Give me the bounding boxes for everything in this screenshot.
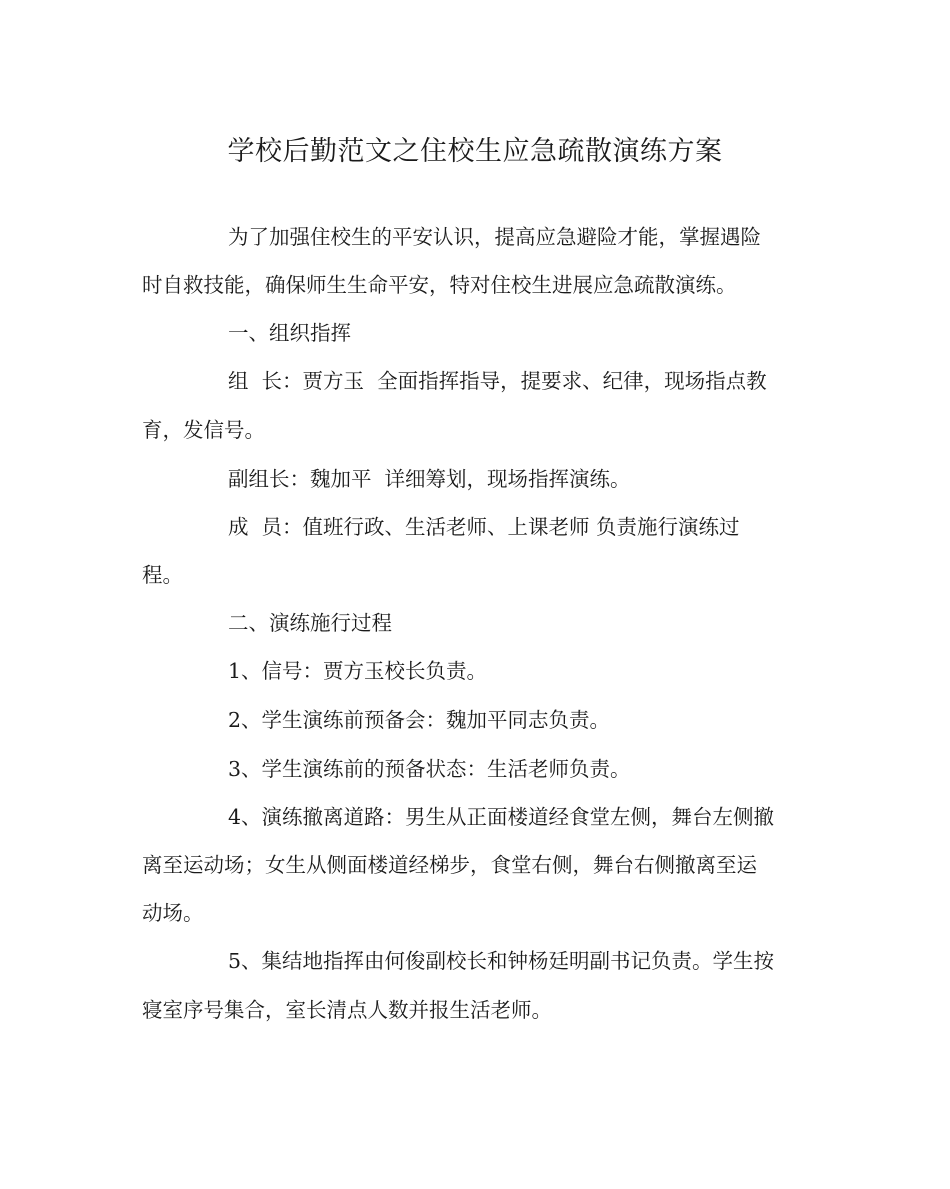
item-2: 2、学生演练前预备会：魏加平同志负责。	[228, 708, 611, 732]
intro-line-1: 为了加强住校生的平安认识，提高应急避险才能，掌握遇险	[228, 225, 761, 249]
members-line-2: 程。	[142, 563, 183, 587]
leader-line-2: 育，发信号。	[142, 418, 265, 442]
item-1: 1、信号：贾方玉校长负责。	[228, 659, 488, 683]
item-4-line-3: 动场。	[142, 901, 204, 925]
item-5-line-2: 寝室序号集合，室长清点人数并报生活老师。	[142, 998, 552, 1022]
intro-line-2: 时自救技能，确保师生生命平安，特对住校生进展应急疏散演练。	[142, 273, 737, 297]
section-1-heading: 一、组织指挥	[228, 321, 351, 345]
leader-line-1: 组 长：贾方玉 全面指挥指导，提要求、纪律，现场指点教	[228, 369, 767, 393]
deputy-line: 副组长：魏加平 详细筹划，现场指挥演练。	[228, 467, 631, 491]
item-4-line-1: 4、演练撤离道路：男生从正面楼道经食堂左侧，舞台左侧撤	[228, 805, 775, 829]
item-5-line-1: 5、集结地指挥由何俊副校长和钟杨廷明副书记负责。学生按	[228, 949, 775, 973]
members-line-1: 成 员：值班行政、生活老师、上课老师 负责施行演练过	[228, 515, 740, 539]
item-3: 3、学生演练前的预备状态：生活老师负责。	[228, 757, 631, 781]
item-4-line-2: 离至运动场；女生从侧面楼道经梯步，食堂右侧，舞台右侧撤离至运	[142, 853, 757, 877]
section-2-heading: 二、演练施行过程	[228, 611, 392, 635]
document-title: 学校后勤范文之住校生应急疏散演练方案	[227, 136, 723, 167]
